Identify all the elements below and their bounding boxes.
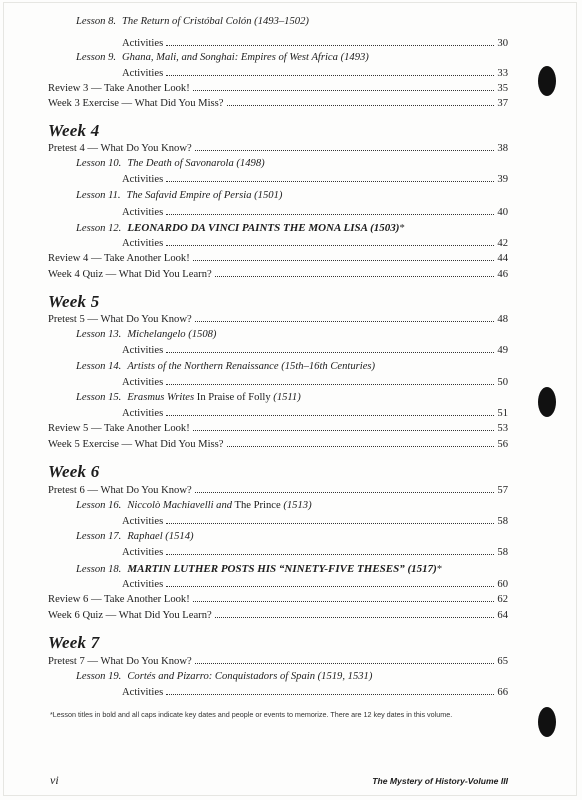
dot-leader [193,430,495,431]
dot-leader [215,617,495,618]
dot-leader [227,446,495,447]
toc-lesson-16-activities[interactable]: Activities 58 [122,516,508,527]
week-6-heading: Week 6 [48,462,100,481]
toc-lesson-12[interactable]: Lesson 12. LEONARDO DA VINCI PAINTS THE MONA LISA (1503)* [76,222,405,234]
dot-leader [166,694,494,695]
toc-lesson-15[interactable]: Lesson 15. Erasmus Writes In Praise of Folly (1511) [76,392,301,403]
running-title: The Mystery of History-Volume III [372,776,508,786]
toc-lesson-9[interactable]: Lesson 9. Ghana, Mali, and Songhai: Empires of West Africa (1493) [76,52,369,63]
toc-pretest-4[interactable]: Pretest 4 — What Do You Know? 38 [48,143,508,154]
toc-lesson-11[interactable]: Lesson 11. The Safavid Empire of Persia (1501) [76,190,283,201]
week-5-heading: Week 5 [48,292,100,311]
toc-review-3[interactable]: Review 3 — Take Another Look! 35 [48,83,508,94]
dot-leader [166,45,494,46]
dot-leader [195,150,495,151]
toc-pretest-5[interactable]: Pretest 5 — What Do You Know? 48 [48,314,508,325]
toc-lesson-19[interactable]: Lesson 19. Cortés and Pizarro: Conquistadors of Spain (1519, 1531) [76,671,373,682]
toc-lesson-8-activities[interactable]: Activities 30 [122,38,508,49]
toc-review-6[interactable]: Review 6 — Take Another Look! 62 [48,594,508,605]
toc-lesson-13-activities[interactable]: Activities 49 [122,345,508,356]
dot-leader [166,384,494,385]
toc-week-5-exercise[interactable]: Week 5 Exercise — What Did You Miss? 56 [48,439,508,450]
toc-lesson-17-activities[interactable]: Activities 58 [122,547,508,558]
dot-leader [166,586,494,587]
page-number: vi [50,773,59,787]
dot-leader [193,260,495,261]
toc-lesson-10[interactable]: Lesson 10. The Death of Savonarola (1498) [76,158,265,169]
toc-lesson-11-activities[interactable]: Activities 40 [122,207,508,218]
toc-lesson-12-activities[interactable]: Activities 42 [122,238,508,249]
dot-leader [166,245,494,246]
dot-leader [227,105,495,106]
toc-lesson-8[interactable]: Lesson 8. The Return of Cristóbal Colón (1493–1502) [76,16,309,27]
dot-leader [166,415,494,416]
toc-pretest-7[interactable]: Pretest 7 — What Do You Know? 65 [48,656,508,667]
toc-week-4-quiz[interactable]: Week 4 Quiz — What Did You Learn? 46 [48,269,508,280]
dot-leader [215,276,495,277]
dot-leader [195,321,495,322]
week-7-heading: Week 7 [48,633,100,652]
toc-lesson-15-activities[interactable]: Activities 51 [122,408,508,419]
dot-leader [166,352,494,353]
footnote: *Lesson titles in bold and all caps indicate key dates and people or events to memorize. There are 12 key dates in this volume. [50,710,453,719]
dot-leader [193,601,495,602]
dot-leader [193,90,495,91]
dot-leader [195,492,495,493]
toc-lesson-10-activities[interactable]: Activities 39 [122,174,508,185]
toc-lesson-16[interactable]: Lesson 16. Niccolò Machiavelli and The Prince (1513) [76,500,312,511]
dot-leader [195,663,495,664]
dot-leader [166,523,494,524]
toc-lesson-19-activities[interactable]: Activities 66 [122,687,508,698]
toc-lesson-9-activities[interactable]: Activities 33 [122,68,508,79]
toc-week-6-quiz[interactable]: Week 6 Quiz — What Did You Learn? 64 [48,610,508,621]
toc-review-4[interactable]: Review 4 — Take Another Look! 44 [48,253,508,264]
week-4-heading: Week 4 [48,121,100,140]
toc-pretest-6[interactable]: Pretest 6 — What Do You Know? 57 [48,485,508,496]
toc-week-3-exercise[interactable]: Week 3 Exercise — What Did You Miss? 37 [48,98,508,109]
toc-lesson-18-activities[interactable]: Activities 60 [122,579,508,590]
dot-leader [166,75,494,76]
toc-lesson-14-activities[interactable]: Activities 50 [122,377,508,388]
toc-lesson-18[interactable]: Lesson 18. MARTIN LUTHER POSTS HIS “NINETY-FIVE THESES” (1517)* [76,563,443,575]
toc-lesson-14[interactable]: Lesson 14. Artists of the Northern Renaissance (15th–16th Centuries) [76,361,376,372]
dot-leader [166,554,494,555]
toc-lesson-17[interactable]: Lesson 17. Raphael (1514) [76,531,194,542]
toc-review-5[interactable]: Review 5 — Take Another Look! 53 [48,423,508,434]
dot-leader [166,214,494,215]
dot-leader [166,181,494,182]
toc-lesson-13[interactable]: Lesson 13. Michelangelo (1508) [76,329,217,340]
